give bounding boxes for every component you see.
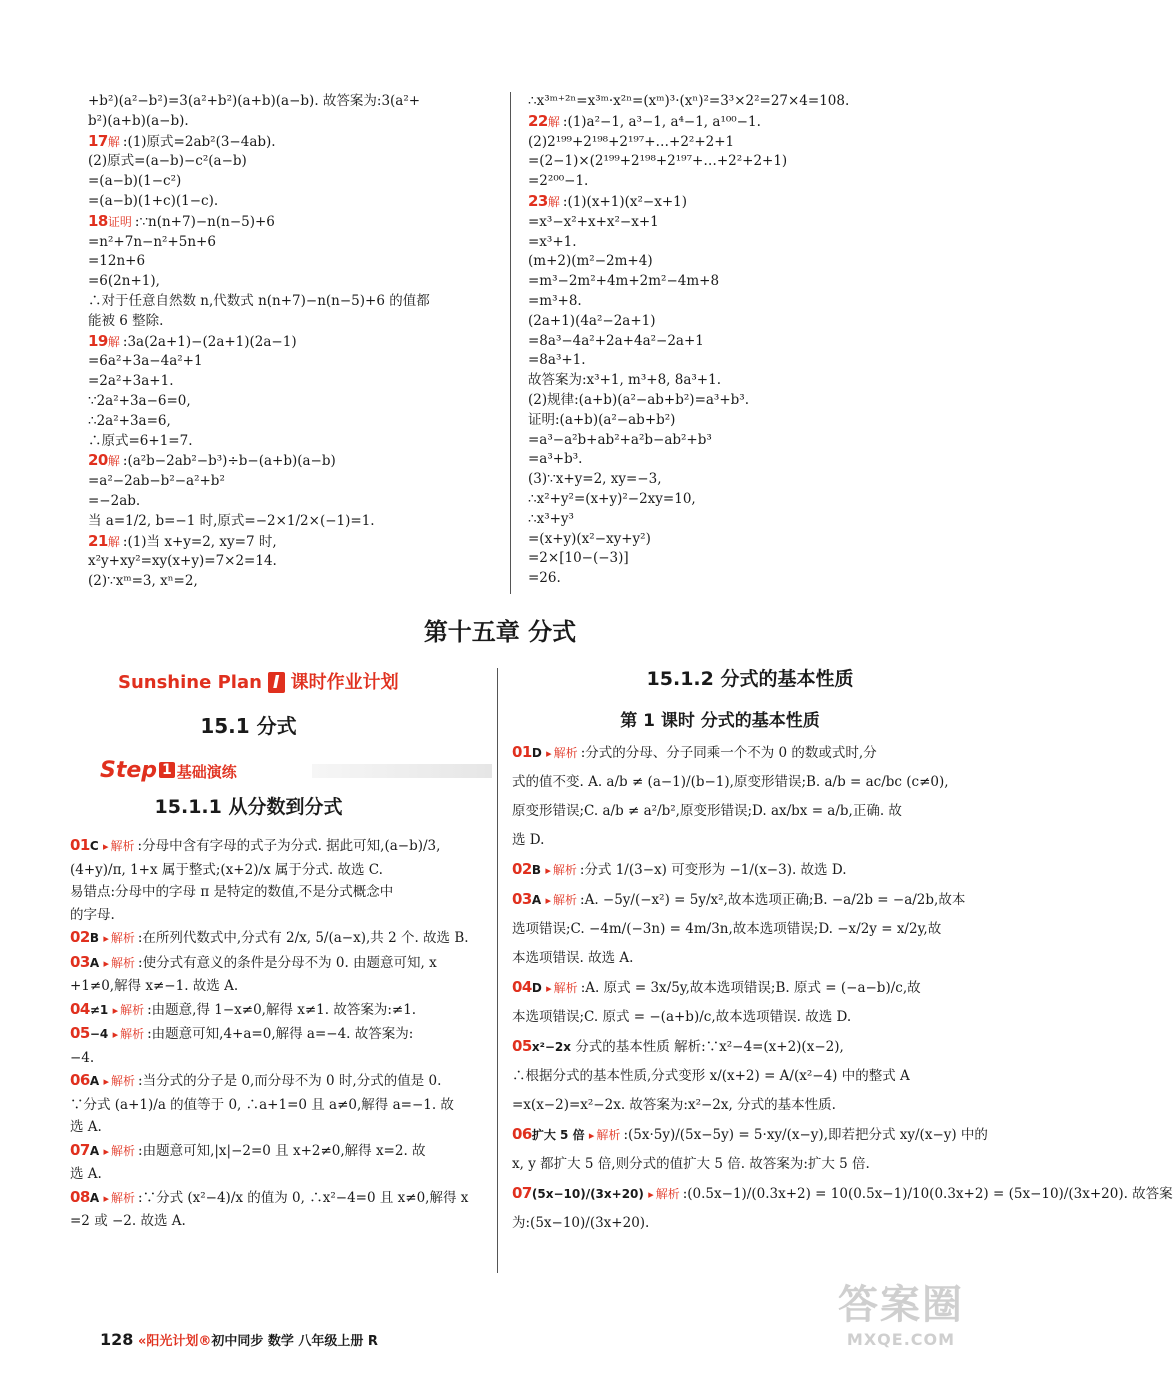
problem-line [512, 973, 952, 1003]
solution-line [528, 490, 948, 510]
problem-number: 03 [70, 952, 90, 971]
solution-line [528, 431, 948, 451]
line-text: :(5x·5y)/(5x−5y) = 5·xy/(x−y),即若把分式 xy/(x−y) 中的 [623, 1127, 988, 1143]
line-text: 易错点:分母中的字母 π 是特定的数值,不是分式概念中 [70, 884, 394, 900]
problem-line [70, 1186, 490, 1211]
line-text: :在所列代数式中,分式有 2/x, 5/(a−x),共 2 个. 故选 B. [137, 930, 469, 946]
step-1-badge [100, 758, 237, 783]
line-text: 本选项错误;C. 原式 = −(a+b)/c,故本选项错误. 故选 D. [512, 1009, 852, 1025]
line-text: =x³−x²+x+x²−x+1 [528, 213, 659, 230]
solution-line [88, 192, 498, 212]
line-text: =2×[10−(−3)] [528, 550, 629, 567]
problem-line [512, 855, 952, 885]
top-right-column [528, 92, 948, 589]
line-text: 选 A. [70, 1119, 102, 1135]
line-text: 选项错误;C. −4m/(−3n) = 4m/3n,故本选项错误;D. −x/2y = x/2y,故 [512, 921, 942, 937]
answer-choice: A [89, 1074, 100, 1088]
problem-line [88, 132, 498, 153]
watermark-line-1: 答案圈 [838, 1282, 964, 1328]
solution-line [512, 1003, 952, 1032]
solution-line [88, 492, 498, 512]
problem-line [70, 998, 490, 1023]
solution-tag: ▸ 解析 [103, 1144, 135, 1158]
answer-choice: A [89, 955, 100, 970]
solution-tag: 解 [107, 134, 120, 149]
line-text: 选 D. [512, 832, 545, 848]
solution-line [512, 768, 952, 797]
line-text: ∵分式 (a+1)/a 的值等于 0, ∴a+1=0 且 a≠0,解得 a=−1. 故 [70, 1096, 454, 1113]
problem-number: 07 [512, 1184, 532, 1202]
problem-number: 23 [528, 191, 548, 210]
step-decorative-strip [312, 764, 492, 778]
answer-choice: D [531, 746, 542, 760]
page-number: 128 [100, 1330, 134, 1349]
solution-tag: 解 [547, 114, 560, 129]
line-text: (m+2)(m²−2m+4) [528, 253, 653, 270]
solution-line [528, 351, 948, 371]
line-text: :(1)(x+1)(x²−x+1) [562, 193, 687, 210]
bottom-right-column [512, 738, 1173, 1238]
sunshine-plan-banner [118, 668, 399, 694]
solution-line [528, 272, 948, 292]
solution-line [512, 1062, 952, 1091]
section-15-1-2-title: 15.1.2 分式的基本性质 [646, 668, 854, 690]
chapter-title: 第十五章 分式 [423, 618, 577, 646]
problem-number: 04 [512, 978, 532, 996]
line-text: :A. 原式 = 3x/5y,故本选项错误;B. 原式 = (−a−b)/c,故 [580, 980, 921, 996]
line-text: :(1)原式=2ab²(3−4ab). [122, 133, 276, 150]
chevron-left-icon: « [137, 1334, 147, 1349]
line-text: =x³+1. [528, 233, 577, 250]
bottom-left-column [70, 834, 490, 1233]
answer-choice: x²−2x [531, 1040, 572, 1054]
solution-line [70, 1094, 490, 1117]
line-text: =m³+8. [528, 292, 582, 309]
line-text: −4. [70, 1049, 95, 1066]
problem-number: 01 [512, 743, 532, 761]
line-text: ∴对于任意自然数 n,代数式 n(n+7)−n(n−5)+6 的值都 [88, 292, 430, 309]
line-text: =n²+7n−n²+5n+6 [88, 233, 216, 250]
solution-tag: ▸ 解析 [589, 1128, 621, 1142]
solution-line [528, 172, 948, 192]
problem-number: 19 [88, 331, 108, 350]
line-text: (2)2¹⁹⁹+2¹⁹⁸+2¹⁹⁷+…+2²+2+1 [528, 133, 735, 150]
solution-line [70, 881, 490, 904]
solution-line [528, 391, 948, 411]
line-text: 本选项错误. 故选 A. [512, 950, 634, 966]
solution-line [528, 213, 948, 233]
solution-tag: ▸ 解析 [103, 956, 135, 970]
problem-line [512, 738, 952, 768]
line-text: =x(x−2)=x²−2x. 故答案为:x²−2x, 分式的基本性质. [512, 1097, 836, 1113]
line-text: 的字母. [70, 906, 115, 923]
solution-line [70, 859, 490, 882]
line-text: 分式的基本性质 解析:∵x²−4=(x+2)(x−2), [575, 1039, 844, 1055]
line-text: 选 A. [70, 1166, 102, 1182]
solution-line [528, 510, 948, 530]
solution-tag: 证明 [107, 214, 132, 229]
solution-line [70, 1210, 490, 1233]
line-text: :(1)a²−1, a³−1, a⁴−1, a¹⁰⁰−1. [562, 113, 761, 130]
problem-line [512, 1179, 1173, 1209]
section-15-1-title: 15.1 分式 [200, 714, 297, 738]
column-divider-top [510, 92, 511, 594]
line-text: 当 a=1/2, b=−1 时,原式=−2×1/2×(−1)=1. [88, 512, 375, 529]
solution-tag: ▸ 解析 [103, 1191, 135, 1205]
answer-choice: ≠1 [89, 1002, 109, 1017]
line-text: 证明:(a+b)(a²−ab+b²) [528, 411, 676, 428]
footer-text: 初中同步 数学 八年级上册 R [211, 1334, 378, 1349]
line-text: :(0.5x−1)/(0.3x+2) = 10(0.5x−1)/10(0.3x+2) = (5x−10)/(3x+20). 故答案 [682, 1186, 1173, 1202]
problem-number: 20 [88, 451, 108, 470]
line-text: x, y 都扩大 5 倍,则分式的值扩大 5 倍. 故答案为:扩大 5 倍. [512, 1156, 870, 1172]
solution-line [88, 372, 498, 392]
solution-line [528, 152, 948, 172]
solution-line [88, 312, 498, 332]
solution-line [88, 252, 498, 272]
solution-line [70, 1163, 490, 1186]
page-footer [100, 1330, 378, 1349]
column-divider-bottom [497, 668, 498, 1273]
line-text: =a²−2ab−b²−a²+b² [88, 473, 225, 490]
line-text: (4+y)/π, 1+x 属于整式;(x+2)/x 属于分式. 故选 C. [70, 861, 383, 878]
answer-choice: A [89, 1143, 100, 1158]
solution-line [528, 411, 948, 431]
step-label: 基础演练 [176, 763, 237, 781]
problem-number: 05 [512, 1037, 532, 1055]
top-left-column [88, 92, 498, 592]
section-15-1-1-title: 15.1.1 从分数到分式 [154, 796, 343, 818]
solution-line [88, 472, 498, 492]
problem-number: 07 [70, 1140, 90, 1159]
solution-line [512, 1091, 952, 1120]
solution-line [88, 292, 498, 312]
solution-tag: 解 [107, 334, 120, 349]
line-text: ∴2a²+3a=6, [88, 412, 171, 429]
solution-line [528, 371, 948, 391]
footer-brand: 阳光计划® [146, 1334, 212, 1349]
line-text: ∴原式=6+1=7. [88, 432, 193, 449]
problem-number: 02 [512, 860, 532, 878]
solution-line [512, 1209, 952, 1238]
solution-line [88, 92, 498, 112]
solution-tag: ▸ 解析 [103, 931, 135, 945]
plan-banner-badge: I [268, 672, 285, 693]
step-word: Step [100, 758, 158, 783]
solution-tag: ▸ 解析 [113, 1027, 145, 1041]
solution-line [528, 312, 948, 332]
solution-tag: ▸ 解析 [113, 1003, 145, 1017]
solution-line [528, 92, 948, 112]
line-text: ∵2a²+3a−6=0, [88, 392, 191, 409]
answer-choice: 扩大 5 倍 [531, 1128, 585, 1142]
line-text: :使分式有意义的条件是分母不为 0. 由题意可知, x [138, 954, 437, 971]
problem-line [70, 926, 490, 951]
line-text: :∵分式 (x²−4)/x 的值为 0, ∴x²−4=0 且 x≠0,解得 x [138, 1189, 469, 1206]
solution-line [88, 392, 498, 412]
solution-line [70, 904, 490, 927]
solution-line [528, 133, 948, 153]
solution-line [88, 112, 498, 132]
solution-line [528, 530, 948, 550]
problem-line [70, 1069, 490, 1094]
line-text: :当分式的分子是 0,而分母不为 0 时,分式的值是 0. [138, 1073, 442, 1089]
solution-line [70, 1047, 490, 1070]
solution-tag: ▸ 解析 [648, 1187, 680, 1201]
problem-number: 08 [70, 1187, 90, 1206]
solution-line [88, 572, 498, 592]
problem-number: 06 [70, 1071, 90, 1089]
line-text: x²y+xy²=xy(x+y)=7×2=14. [88, 553, 277, 570]
line-text: :(a²b−2ab²−b³)÷b−(a+b)(a−b) [122, 453, 336, 470]
line-text: :分式 1/(3−x) 可变形为 −1/(x−3). 故选 D. [579, 862, 847, 878]
solution-line [70, 1116, 490, 1139]
solution-line [88, 352, 498, 372]
solution-line [88, 152, 498, 172]
line-text: =6(2n+1), [88, 273, 160, 290]
line-text: (2)原式=(a−b)−c²(a−b) [88, 153, 247, 170]
problem-line [512, 1032, 952, 1062]
line-text: +1≠0,解得 x≠−1. 故选 A. [70, 978, 239, 994]
problem-number: 21 [88, 531, 108, 550]
line-text: (2)规律:(a+b)(a²−ab+b²)=a³+b³. [528, 391, 749, 408]
problem-line [70, 1139, 490, 1164]
solution-line [512, 1150, 952, 1179]
line-text: =a³−a²b+ab²+a²b−ab²+b³ [528, 431, 712, 448]
solution-line [88, 272, 498, 292]
line-text: :∵n(n+7)−n(n−5)+6 [134, 213, 275, 230]
line-text: 为:(5x−10)/(3x+20). [512, 1215, 650, 1231]
solution-tag: 解 [547, 194, 560, 209]
line-text: 原变形错误;C. a/b ≠ a²/b²,原变形错误;D. ax/bx = a/b,正确. 故 [512, 803, 902, 819]
answer-choice: C [89, 839, 99, 853]
problem-line [512, 885, 966, 915]
solution-line [88, 412, 498, 432]
line-text: b²)(a+b)(a−b). [88, 112, 189, 129]
watermark-logo [806, 1280, 996, 1370]
lesson-1-title: 第 1 课时 分式的基本性质 [620, 711, 820, 731]
problem-line [88, 332, 498, 353]
problem-number: 22 [528, 111, 548, 130]
problem-line [88, 532, 498, 553]
line-text: :分母中含有字母的式子为分式. 据此可知,(a−b)/3, [137, 838, 441, 854]
line-text: =8a³−4a²+2a+4a²−2a+1 [528, 332, 704, 349]
line-text: +b²)(a²−b²)=3(a²+b²)(a+b)(a−b). 故答案为:3(a²+ [88, 93, 421, 109]
solution-line [88, 432, 498, 452]
line-text: :由题意,得 1−x≠0,解得 x≠1. 故答案为:≠1. [147, 1001, 417, 1018]
solution-tag: ▸ 解析 [546, 981, 578, 995]
solution-line [528, 569, 948, 589]
problem-number: 01 [70, 836, 90, 854]
solution-tag: 解 [107, 454, 120, 469]
line-text: =2²⁰⁰−1. [528, 173, 589, 190]
answer-choice: B [531, 863, 542, 877]
problem-number: 06 [512, 1125, 532, 1143]
line-text: =6a²+3a−4a²+1 [88, 353, 203, 370]
problem-line [88, 451, 498, 472]
line-text: ∴x³ᵐ⁺²ⁿ=x³ᵐ·x²ⁿ=(xᵐ)³·(xⁿ)²=3³×2²=27×4=108. [528, 93, 850, 109]
line-text: :3a(2a+1)−(2a+1)(2a−1) [122, 333, 297, 350]
solution-line [528, 470, 948, 490]
solution-line [528, 450, 948, 470]
line-text: =8a³+1. [528, 352, 586, 369]
answer-choice: B [89, 931, 100, 945]
line-text: 式的值不变. A. a/b ≠ (a−1)/(b−1),原变形错误;B. a/b = ac/bc (c≠0), [512, 774, 949, 790]
line-text: =12n+6 [88, 253, 146, 270]
line-text: =−2ab. [88, 492, 141, 509]
line-text: =(x+y)(x²−xy+y²) [528, 530, 651, 547]
solution-tag: ▸ 解析 [545, 863, 577, 877]
line-text: =2 或 −2. 故选 A. [70, 1213, 186, 1229]
solution-line [512, 944, 952, 973]
problem-line [70, 951, 490, 976]
answer-choice: (5x−10)/(3x+20) [531, 1187, 644, 1201]
problem-line [528, 192, 948, 213]
answer-choice: A [531, 893, 542, 907]
problem-number: 18 [88, 211, 108, 230]
solution-line [88, 172, 498, 192]
solution-tag: 解 [107, 534, 120, 549]
solution-tag: ▸ 解析 [545, 893, 577, 907]
line-text: =(2−1)×(2¹⁹⁹+2¹⁹⁸+2¹⁹⁷+…+2²+2+1) [528, 153, 788, 170]
solution-line [512, 797, 952, 826]
line-text: =a³+b³. [528, 451, 583, 468]
solution-tag: ▸ 解析 [103, 1074, 135, 1088]
solution-line [528, 292, 948, 312]
solution-tag: ▸ 解析 [546, 746, 578, 760]
line-text: =(a−b)(1+c)(1−c). [88, 192, 219, 209]
line-text: =(a−b)(1−c²) [88, 173, 182, 190]
line-text: :由题意可知,|x|−2=0 且 x+2≠0,解得 x=2. 故 [138, 1142, 426, 1159]
problem-line [70, 834, 490, 859]
solution-line [512, 915, 952, 944]
line-text: :(1)当 x+y=2, xy=7 时, [122, 533, 277, 550]
problem-line [88, 212, 498, 233]
problem-number: 05 [70, 1024, 90, 1042]
solution-line [88, 512, 498, 532]
answer-choice: A [89, 1190, 100, 1205]
line-text: ∴x²+y²=(x+y)²−2xy=10, [528, 490, 696, 507]
line-text: (2a+1)(4a²−2a+1) [528, 312, 656, 329]
solution-line [88, 552, 498, 572]
line-text: ∴根据分式的基本性质,分式变形 x/(x+2) = A/(x²−4) 中的整式 A [512, 1068, 910, 1084]
problem-line [512, 1120, 988, 1150]
plan-banner-right: 课时作业计划 [290, 672, 399, 693]
problem-number: 04 [70, 999, 90, 1018]
line-text: :由题意可知,4+a=0,解得 a=−4. 故答案为: [147, 1026, 414, 1042]
problem-number: 03 [512, 890, 532, 908]
problem-line [70, 1022, 490, 1047]
solution-line [528, 549, 948, 569]
problem-line [528, 112, 948, 133]
answer-choice: D [531, 981, 542, 995]
line-text: :A. −5y/(−x²) = 5y/x²,故本选项正确;B. −a/2b = −a/2b,故本 [580, 892, 966, 908]
solution-line [512, 826, 952, 855]
line-text: :分式的分母、分子同乘一个不为 0 的数或式时,分 [580, 745, 877, 761]
line-text: (2)∵xᵐ=3, xⁿ=2, [88, 573, 198, 590]
problem-number: 17 [88, 131, 108, 150]
line-text: ∴x³+y³ [528, 510, 574, 527]
line-text: (3)∵x+y=2, xy=−3, [528, 471, 662, 488]
watermark-line-2: MXQE.COM [846, 1330, 956, 1349]
line-text: =2a²+3a+1. [88, 373, 174, 390]
solution-tag: ▸ 解析 [103, 839, 135, 853]
problem-number: 02 [70, 928, 90, 946]
plan-banner-left: Sunshine Plan [118, 672, 262, 693]
solution-line [528, 233, 948, 253]
line-text: 故答案为:x³+1, m³+8, 8a³+1. [528, 372, 721, 389]
solution-line [528, 332, 948, 352]
line-text: 能被 6 整除. [88, 312, 164, 329]
line-text: =m³−2m²+4m+2m²−4m+8 [528, 273, 720, 290]
solution-line [88, 233, 498, 253]
step-arrow-icon: 1 [159, 762, 175, 778]
solution-line [528, 252, 948, 272]
answer-choice: −4 [89, 1027, 109, 1041]
solution-line [70, 975, 490, 998]
line-text: =26. [528, 570, 561, 587]
